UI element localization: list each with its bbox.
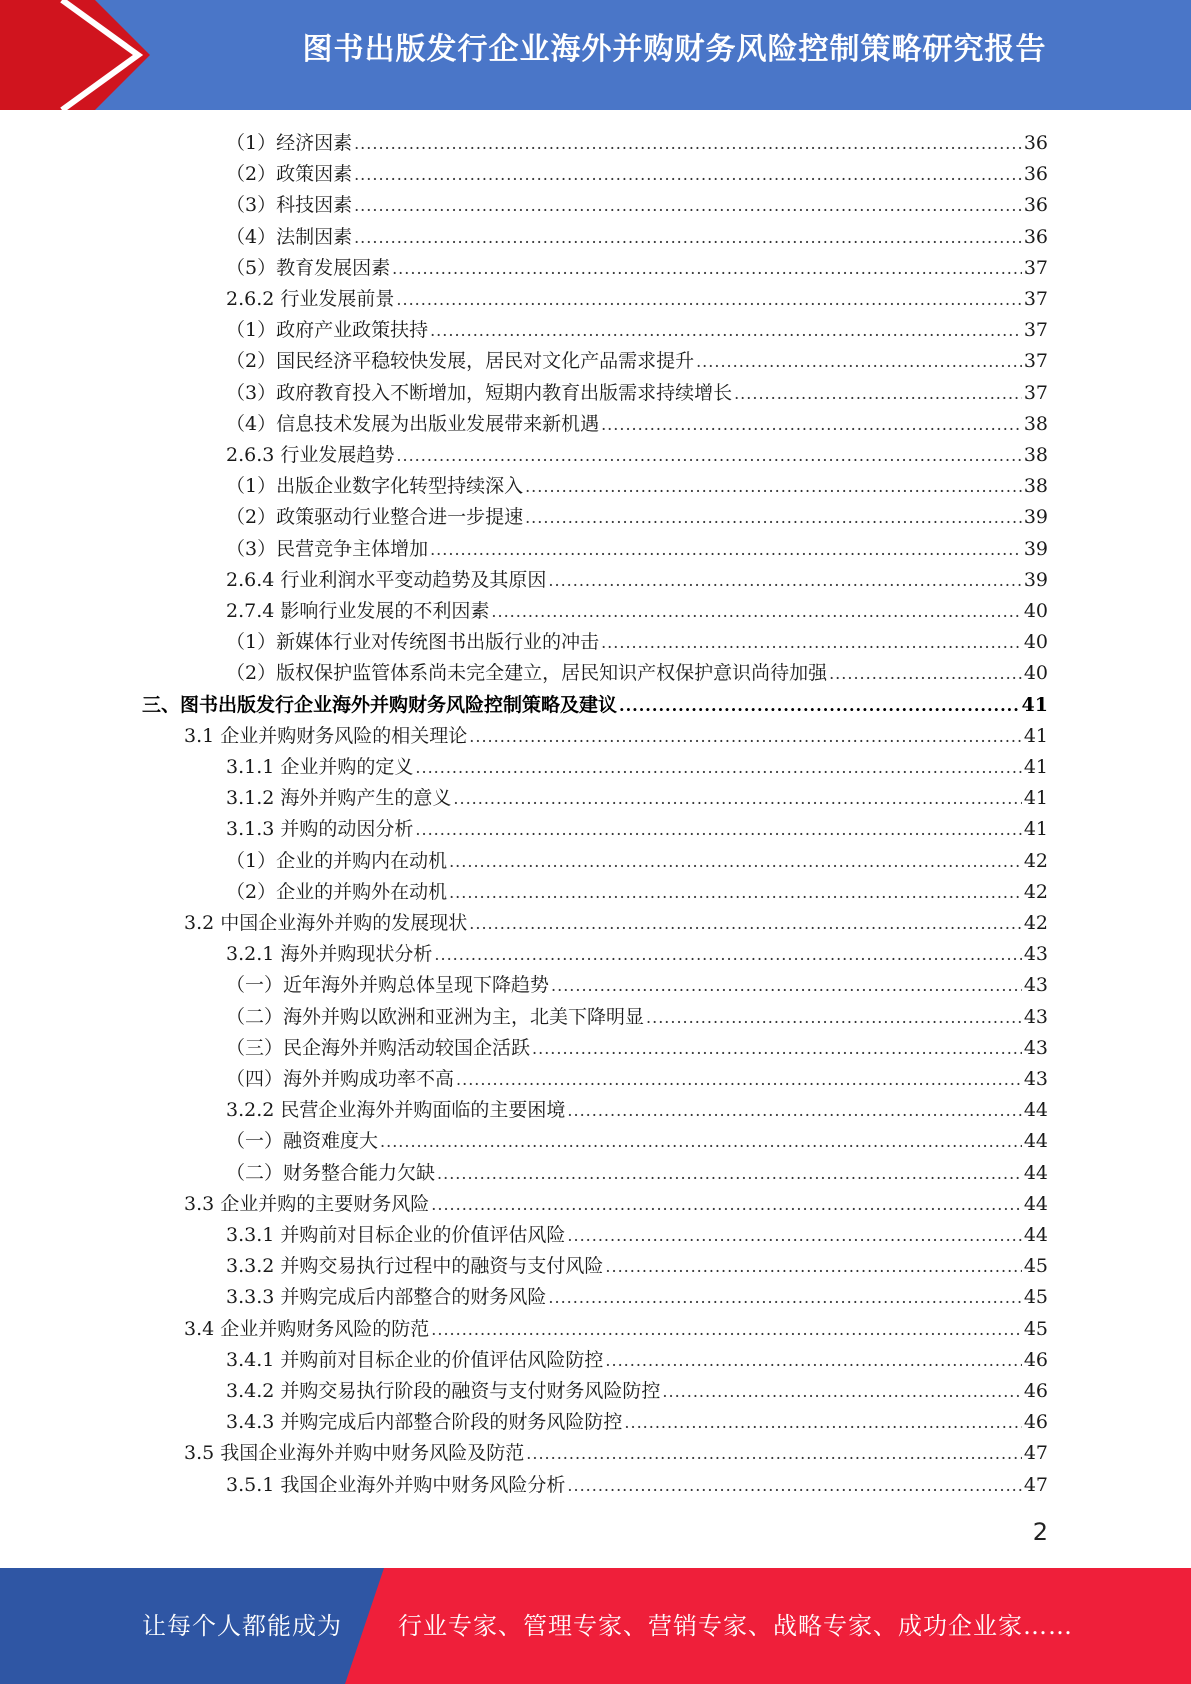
toc-entry-title: （5）教育发展因素 [226,256,391,279]
toc-entry[interactable] [226,315,1048,346]
toc-entry[interactable] [142,690,1048,721]
toc-entry-title: 2.7.4 影响行业发展的不利因素 [226,600,490,622]
toc-entry-page: 44 [1023,1224,1048,1246]
toc-entry[interactable] [226,284,1048,315]
toc-entry-page: 41 [1023,818,1048,841]
toc-entry[interactable] [226,752,1048,783]
toc-entry-page: 37 [1023,350,1048,373]
toc-dot-leader [392,253,1022,284]
toc-entry[interactable] [226,877,1048,908]
toc-dot-leader [525,471,1022,502]
toc-entry[interactable] [226,1002,1048,1033]
toc-dot-leader [396,440,1021,471]
toc-entry-page: 45 [1023,1317,1048,1340]
toc-entry-page: 44 [1023,1192,1048,1215]
toc-dot-leader [605,1251,1021,1282]
toc-dot-leader [415,752,1021,783]
toc-entry[interactable] [226,378,1048,409]
toc-entry-title: 3.1.3 并购的动因分析 [226,818,414,841]
toc-dot-leader [380,1126,1022,1157]
toc-entry-title: （3）科技因素 [226,194,353,217]
toc-entry[interactable] [226,1470,1048,1501]
toc-entry-page: 43 [1023,1068,1048,1090]
toc-entry[interactable] [226,1158,1048,1189]
toc-entry-title: （2）企业的并购外在动机 [226,880,448,903]
toc-entry-title: 3.4.2 并购交易执行阶段的融资与支付财务风险防控 [226,1380,661,1402]
toc-entry-title: （二）海外并购以欧洲和亚洲为主，北美下降明显 [226,1005,645,1028]
toc-dot-leader [431,1314,1022,1345]
toc-entry-page: 43 [1023,974,1048,997]
toc-entry-title: 3.2.1 海外并购现状分析 [226,943,433,966]
toc-dot-leader [548,565,1021,596]
toc-entry-page: 39 [1023,568,1048,591]
footer-slogan-left: 让每个人都能成为 [142,1612,342,1640]
toc-entry-page: 44 [1023,1161,1048,1184]
toc-entry[interactable] [184,1189,1048,1220]
toc-entry-page: 43 [1023,943,1048,966]
toc-entry-page: 37 [1023,256,1048,279]
toc-entry-title: （四）海外并购成功率不高 [226,1068,455,1090]
toc-entry[interactable] [184,721,1048,752]
toc-entry-title: 3.4.1 并购前对目标企业的价值评估风险防控 [226,1348,604,1371]
toc-dot-leader [605,1345,1021,1376]
toc-dot-leader [396,284,1021,315]
toc-dot-leader [601,409,1022,440]
toc-entry-title: （2）政策因素 [226,163,353,186]
toc-entry-title: 3.2.2 民营企业海外并购面临的主要困境 [226,1099,566,1122]
toc-entry-title: 3.4 企业并购财务风险的防范 [184,1317,430,1340]
toc-entry-page: 40 [1023,662,1048,685]
toc-entry-title: 3.1.1 企业并购的定义 [226,756,414,778]
toc-entry-page: 36 [1023,225,1048,248]
toc-entry-page: 38 [1023,412,1048,435]
toc-entry-title: 3.5.1 我国企业海外并购中财务风险分析 [226,1473,566,1496]
toc-dot-leader [619,690,1020,721]
toc-entry[interactable] [226,222,1048,253]
toc-entry-page: 42 [1023,912,1048,934]
toc-entry[interactable] [226,159,1048,190]
page-header [0,0,1191,110]
toc-entry-title: （2）国民经济平稳较快发展，居民对文化产品需求提升 [226,350,695,373]
toc-dot-leader [469,908,1022,939]
toc-entry-page: 36 [1023,163,1048,186]
page-footer [0,1568,1191,1684]
toc-entry[interactable] [226,846,1048,877]
toc-entry-title: 三、图书出版发行企业海外并购财务风险控制策略及建议 [142,693,618,716]
toc-entry-page: 38 [1023,444,1048,466]
toc-entry-title: 3.4.3 并购完成后内部整合阶段的财务风险防控 [226,1411,623,1434]
toc-entry-page: 41 [1023,756,1048,778]
toc-entry-page: 41 [1021,693,1048,716]
toc-entry[interactable] [226,1126,1048,1157]
toc-entry-title: 3.1.2 海外并购产生的意义 [226,787,452,810]
toc-entry[interactable] [226,471,1048,502]
toc-dot-leader [415,814,1021,845]
toc-entry-title: （1）政府产业政策扶持 [226,319,429,342]
toc-entry[interactable] [184,1438,1048,1469]
footer-slogan-right: 行业专家、管理专家、营销专家、战略专家、成功企业家…… [398,1612,1073,1640]
toc-dot-leader [491,596,1021,627]
toc-entry-page: 44 [1023,1130,1048,1153]
toc-dot-leader [456,1064,1022,1095]
toc-entry-title: 3.3.2 并购交易执行过程中的融资与支付风险 [226,1255,604,1278]
toc-dot-leader [354,128,1022,159]
toc-entry-page: 38 [1023,475,1048,498]
toc-dot-leader [453,783,1021,814]
toc-dot-leader [567,1220,1021,1251]
toc-entry-title: （1）出版企业数字化转型持续深入 [226,475,524,498]
toc-entry[interactable] [226,128,1048,159]
toc-dot-leader [624,1407,1021,1438]
toc-entry-title: （4）信息技术发展为出版业发展带来新机遇 [226,412,600,435]
toc-entry-title: （1）企业的并购内在动机 [226,849,448,872]
toc-dot-leader [646,1002,1022,1033]
toc-entry-page: 39 [1023,506,1048,529]
toc-entry[interactable] [226,1220,1048,1251]
toc-entry[interactable] [226,190,1048,221]
toc-entry-page: 39 [1023,537,1048,560]
page-number: 2 [1032,1518,1048,1546]
toc-entry-page: 37 [1023,288,1048,310]
toc-dot-leader [437,1158,1022,1189]
toc-dot-leader [469,721,1022,752]
toc-dot-leader [548,1282,1021,1313]
toc-entry-page: 41 [1023,724,1048,747]
toc-entry-page: 42 [1023,849,1048,872]
toc-entry[interactable] [226,783,1048,814]
toc-entry[interactable] [226,1095,1048,1126]
toc-entry-page: 37 [1023,319,1048,342]
toc-entry-page: 46 [1023,1411,1048,1434]
toc-entry-title: （一）融资难度大 [226,1130,379,1153]
toc-entry-title: （2）版权保护监管体系尚未完全建立，居民知识产权保护意识尚待加强 [226,662,828,685]
toc-dot-leader [567,1095,1021,1126]
toc-entry[interactable] [226,1376,1048,1407]
toc-dot-leader [532,1033,1022,1064]
report-title: 图书出版发行企业海外并购财务风险控制策略研究报告 [302,32,1047,67]
toc-dot-leader [734,378,1022,409]
toc-entry-title: （一）近年海外并购总体呈现下降趋势 [226,974,550,997]
toc-entry[interactable] [226,1064,1048,1095]
toc-entry[interactable] [226,939,1048,970]
toc-entry[interactable] [226,440,1048,471]
toc-entry-title: （三）民企海外并购活动较国企活跃 [226,1036,531,1059]
toc-dot-leader [354,222,1022,253]
toc-entry-page: 36 [1023,194,1048,217]
toc-entry-title: 3.3 企业并购的主要财务风险 [184,1192,430,1215]
toc-dot-leader [662,1376,1021,1407]
toc-entry[interactable] [226,346,1048,377]
toc-entry[interactable] [184,1314,1048,1345]
toc-entry-title: （4）法制因素 [226,225,353,248]
toc-dot-leader [601,627,1022,658]
toc-dot-leader [696,346,1022,377]
toc-entry-page: 43 [1023,1036,1048,1059]
toc-entry-title: 3.2 中国企业海外并购的发展现状 [184,912,468,934]
toc-entry[interactable] [226,409,1048,440]
toc-entry-title: （3）民营竞争主体增加 [226,537,429,560]
toc-dot-leader [525,502,1022,533]
toc-entry-title: （二）财务整合能力欠缺 [226,1161,436,1184]
toc-dot-leader [431,1189,1022,1220]
toc-entry-page: 43 [1023,1005,1048,1028]
toc-entry[interactable] [226,658,1048,689]
toc-entry[interactable] [226,534,1048,565]
toc-entry[interactable] [184,908,1048,939]
toc-dot-leader [430,534,1022,565]
toc-dot-leader [567,1470,1021,1501]
toc-entry-title: （2）政策驱动行业整合进一步提速 [226,506,524,529]
toc-entry-page: 47 [1023,1473,1048,1496]
toc-entry[interactable] [226,627,1048,658]
toc-entry-page: 44 [1023,1099,1048,1122]
toc-entry-page: 41 [1023,787,1048,810]
toc-entry-page: 46 [1023,1348,1048,1371]
toc-dot-leader [449,846,1022,877]
toc-dot-leader [354,159,1022,190]
toc-entry-page: 36 [1023,132,1048,154]
toc-dot-leader [354,190,1022,221]
toc-entry-title: 2.6.2 行业发展前景 [226,288,395,310]
toc-entry[interactable] [226,502,1048,533]
toc-entry-title: （1）新媒体行业对传统图书出版行业的冲击 [226,631,600,654]
toc-entry-page: 40 [1023,600,1048,622]
toc-entry[interactable] [226,596,1048,627]
toc-entry-title: 2.6.4 行业利润水平变动趋势及其原因 [226,568,547,591]
toc-dot-leader [430,315,1022,346]
toc-entry[interactable] [226,253,1048,284]
toc-entry-title: （3）政府教育投入不断增加，短期内教育出版需求持续增长 [226,381,733,404]
toc-entry[interactable] [226,1345,1048,1376]
toc-entry[interactable] [226,565,1048,596]
toc-entry-title: 3.3.1 并购前对目标企业的价值评估风险 [226,1224,566,1246]
toc-entry-page: 45 [1023,1255,1048,1278]
toc-entry-title: 3.3.3 并购完成后内部整合的财务风险 [226,1286,547,1309]
toc-dot-leader [526,1438,1022,1469]
toc-dot-leader [829,658,1022,689]
toc-dot-leader [449,877,1022,908]
toc-entry-page: 42 [1023,880,1048,903]
toc-entry[interactable] [226,1251,1048,1282]
toc-entry[interactable] [226,1282,1048,1313]
toc-entry-page: 37 [1023,381,1048,404]
toc-entry-title: （1）经济因素 [226,132,353,154]
toc-entry-page: 47 [1023,1442,1048,1465]
toc-entry-page: 45 [1023,1286,1048,1309]
toc-entry-title: 2.6.3 行业发展趋势 [226,444,395,466]
toc-entry-page: 46 [1023,1380,1048,1402]
toc-entry[interactable] [226,1033,1048,1064]
toc-entry[interactable] [226,1407,1048,1438]
toc-entry-title: 3.5 我国企业海外并购中财务风险及防范 [184,1442,525,1465]
toc-entry-page: 40 [1023,631,1048,654]
toc-entry[interactable] [226,970,1048,1001]
toc-dot-leader [551,970,1022,1001]
toc-entry[interactable] [226,814,1048,845]
toc-entry-title: 3.1 企业并购财务风险的相关理论 [184,724,468,747]
toc-dot-leader [434,939,1021,970]
